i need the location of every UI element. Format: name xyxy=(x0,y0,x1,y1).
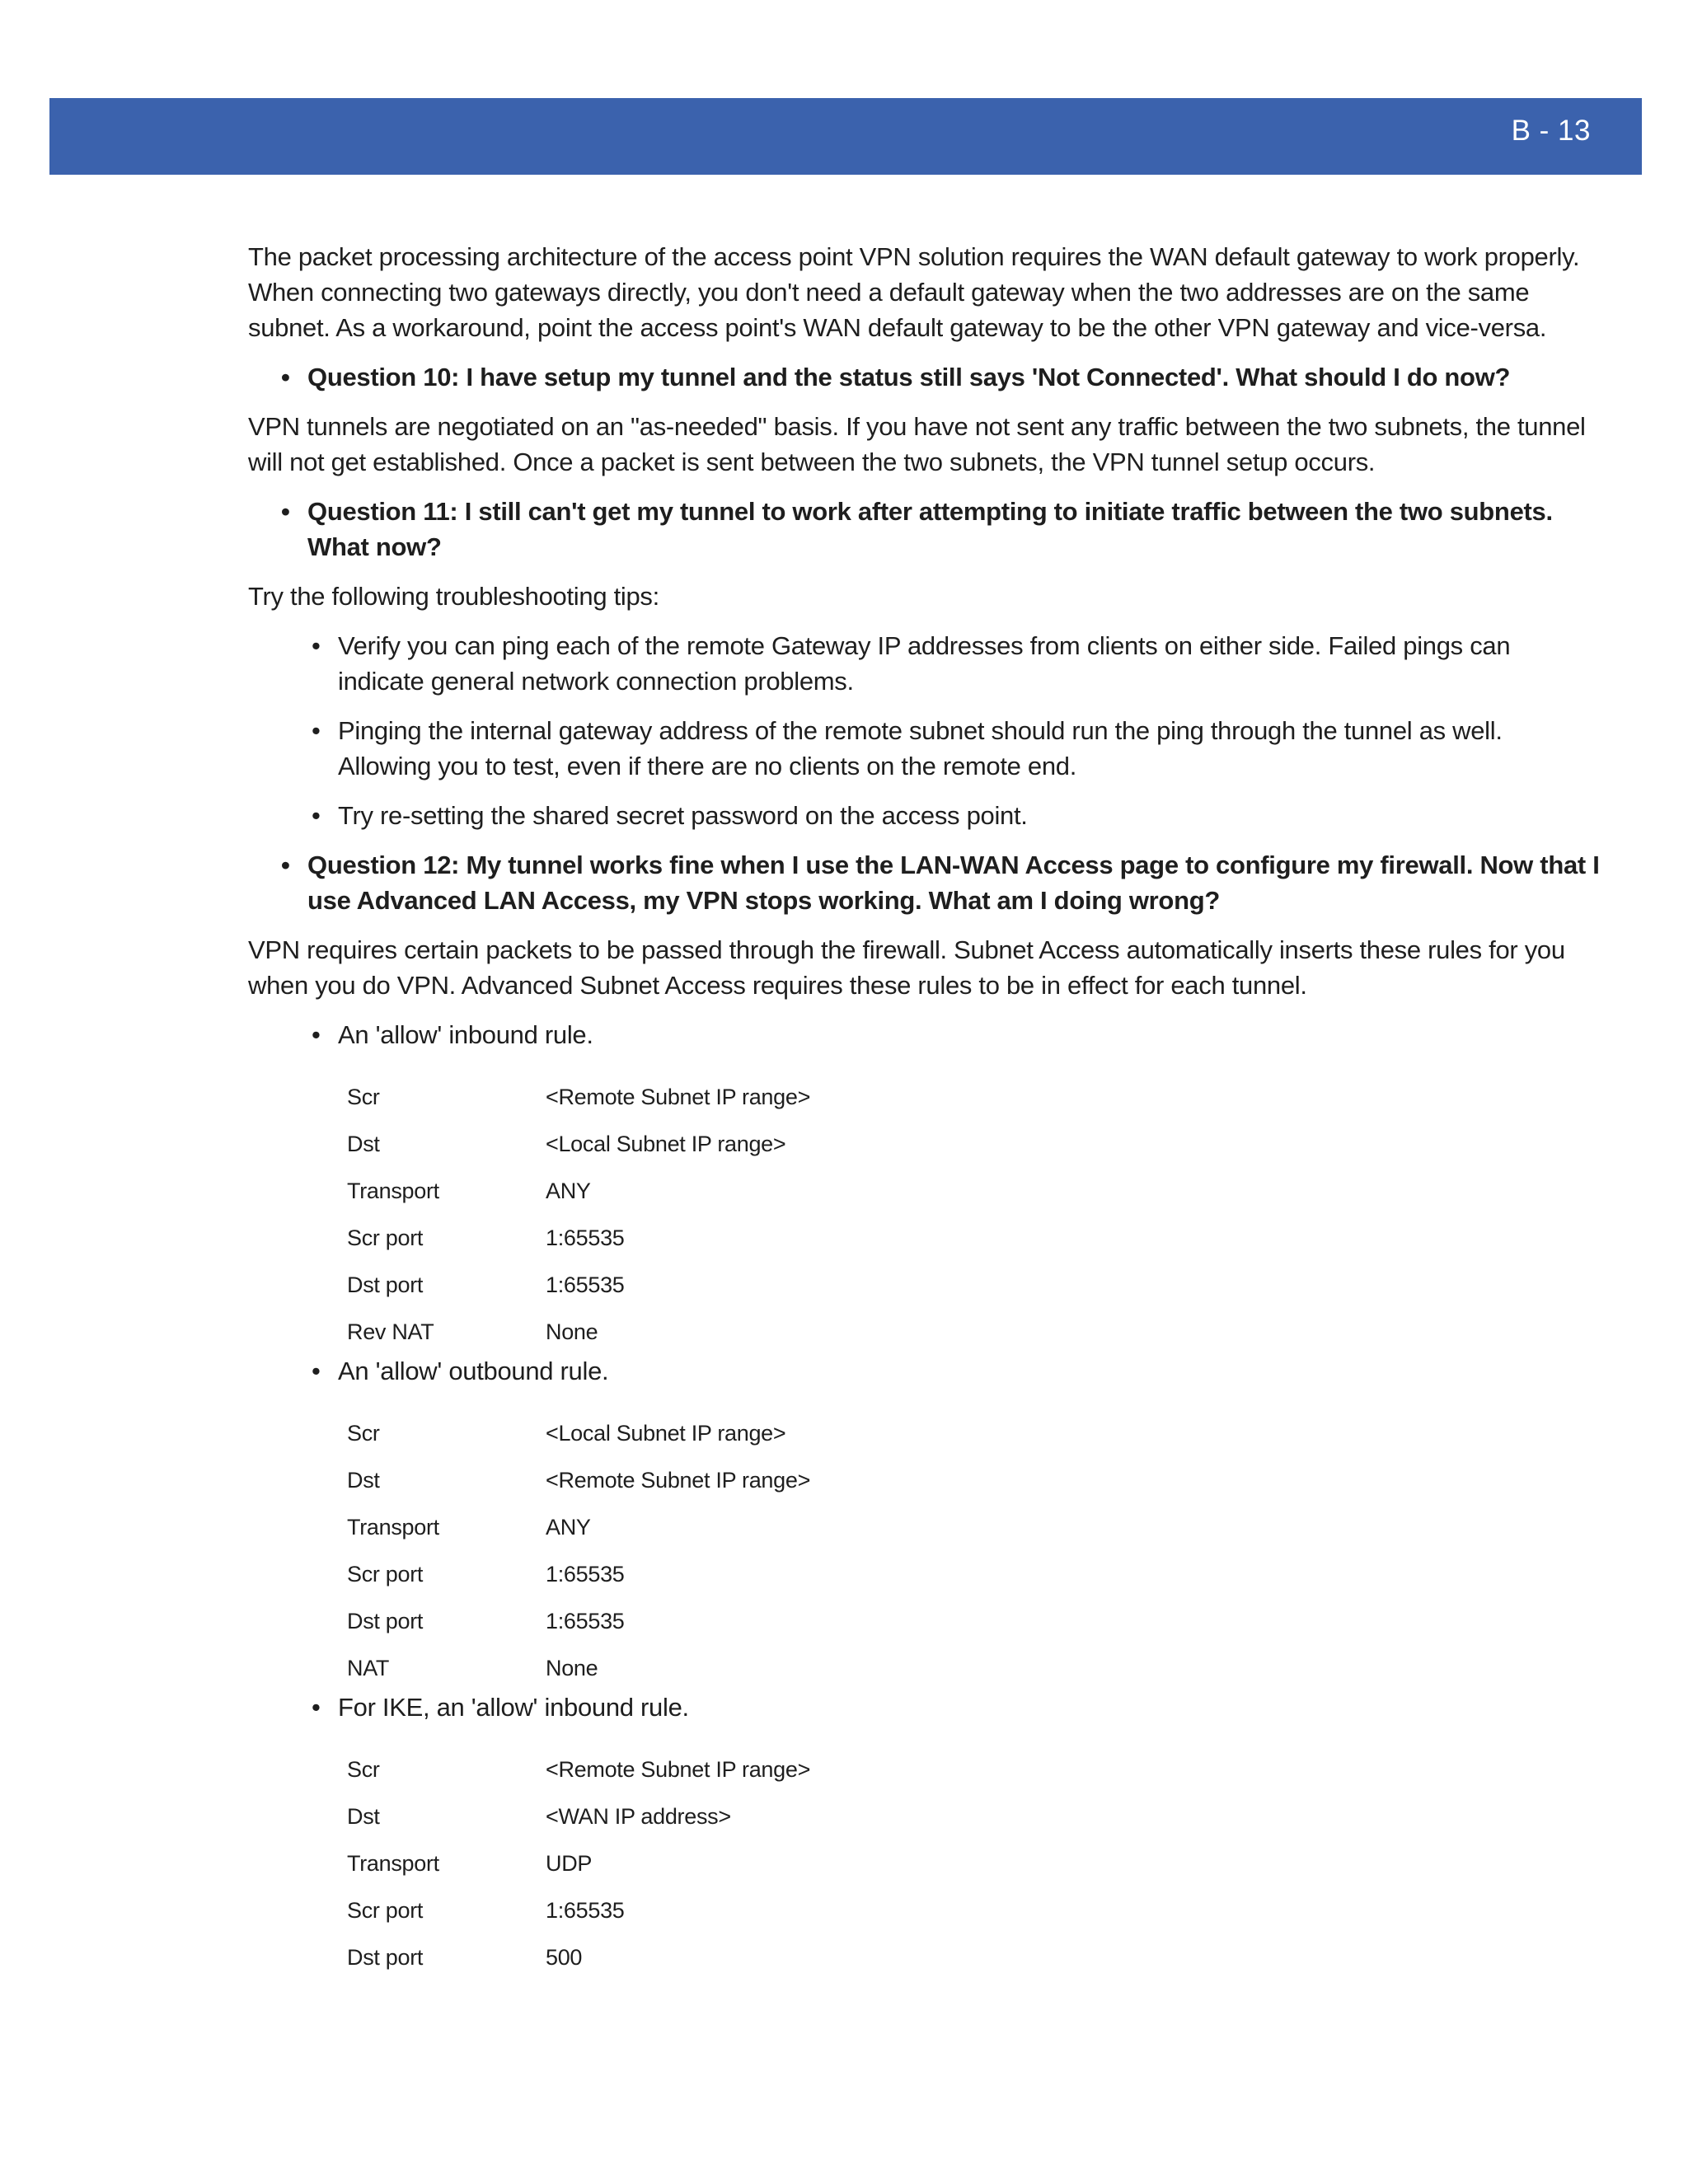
rule-key: Scr port xyxy=(347,1226,424,1250)
question-text: Question 10: I have setup my tunnel and the status still says 'Not Connected'. What should I do now? xyxy=(307,363,1511,391)
rule-row xyxy=(347,1758,1600,1805)
intro-paragraph: The packet processing architecture of the access point VPN solution requires the WAN default gateway to work properly. When connecting two gateways directly, you don't need a default gateway when the two addresses are on the same subnet. As a workaround, point the access point's WAN default gateway to be the other VPN gateway and vice-versa. xyxy=(248,242,1580,342)
rule-key: Transport xyxy=(347,1179,439,1203)
rule-key: Scr xyxy=(347,1757,380,1782)
rule-value: <Local Subnet IP range> xyxy=(546,1132,786,1156)
rule-key: Scr port xyxy=(347,1562,424,1586)
rule-row xyxy=(347,1085,1600,1132)
bullet-icon: • xyxy=(312,1693,321,1722)
rule-row xyxy=(347,1422,1600,1469)
rule-table-inbound xyxy=(347,1085,1600,1367)
answer-11: Try the following troubleshooting tips: xyxy=(248,582,659,611)
rule-row xyxy=(347,1179,1600,1226)
rule-title xyxy=(248,1690,1600,1725)
rule-value: 1:65535 xyxy=(546,1609,625,1633)
page-number: B - 13 xyxy=(1511,115,1591,147)
rule-title xyxy=(248,1353,1600,1389)
answer-12: VPN requires certain packets to be passed through the firewall. Subnet Access automatically inserts these rules for you when you do VPN. Advanced Subnet Access requires these rules to be in effect for each tunnel. xyxy=(248,935,1565,1000)
rule-key: Scr port xyxy=(347,1898,424,1923)
rule-value: 500 xyxy=(546,1945,583,1970)
rule-key: Scr xyxy=(347,1085,380,1109)
answer-10: VPN tunnels are negotiated on an "as-needed" basis. If you have not sent any traffic between the two subnets, the tunnel will not get established. Once a packet is sent between the two subnets, the VPN tunnel setup occurs. xyxy=(248,412,1586,476)
rule-row xyxy=(347,1946,1600,1993)
rule-value: 1:65535 xyxy=(546,1898,625,1923)
question-text: Question 11: I still can't get my tunnel to work after attempting to initiate traffic between the two subnets. What now? xyxy=(307,497,1553,561)
rule-row xyxy=(347,1899,1600,1946)
question-text: Question 12: My tunnel works fine when I use the LAN-WAN Access page to configure my firewall. Now that I use Advanced LAN Access, my VPN stops working. What am I doing wrong? xyxy=(307,851,1600,915)
rule-key: Dst port xyxy=(347,1609,424,1633)
rule-value: ANY xyxy=(546,1179,591,1203)
bullet-icon: • xyxy=(281,497,290,526)
rule-value: <WAN IP address> xyxy=(546,1804,731,1829)
rule-key: Dst port xyxy=(347,1272,424,1297)
rule-key: Transport xyxy=(347,1851,439,1876)
rule-value: UDP xyxy=(546,1851,593,1876)
rule-value: None xyxy=(546,1319,598,1344)
rule-table-outbound xyxy=(347,1422,1600,1704)
rule-value: ANY xyxy=(546,1515,591,1540)
rule-title xyxy=(248,1017,1600,1052)
bullet-icon: • xyxy=(312,1357,321,1385)
rule-title-text: An 'allow' outbound rule. xyxy=(338,1357,609,1385)
bullet-icon: • xyxy=(312,716,321,745)
question-12 xyxy=(248,847,1600,918)
tip-item xyxy=(248,798,1600,833)
tip-item xyxy=(248,628,1600,699)
rule-value: <Remote Subnet IP range> xyxy=(546,1757,811,1782)
rule-value: <Remote Subnet IP range> xyxy=(546,1468,811,1493)
rule-row xyxy=(347,1469,1600,1516)
tip-text: Verify you can ping each of the remote Gateway IP addresses from clients on either side. Failed pings can indicate general network connection problems. xyxy=(338,631,1511,696)
rule-value: 1:65535 xyxy=(546,1226,625,1250)
rule-value: 1:65535 xyxy=(546,1562,625,1586)
question-11 xyxy=(248,494,1600,565)
rule-row xyxy=(347,1226,1600,1273)
rule-key: NAT xyxy=(347,1656,390,1680)
bullet-icon: • xyxy=(312,801,321,830)
rule-key: Transport xyxy=(347,1515,439,1540)
rule-title-text: An 'allow' inbound rule. xyxy=(338,1020,593,1049)
rule-row xyxy=(347,1273,1600,1320)
question-10 xyxy=(248,359,1600,395)
rule-row xyxy=(347,1852,1600,1899)
rule-row xyxy=(347,1563,1600,1610)
rule-key: Dst xyxy=(347,1468,380,1493)
rule-row xyxy=(347,1516,1600,1563)
rule-key: Dst xyxy=(347,1804,380,1829)
rule-row xyxy=(347,1805,1600,1852)
rule-value: None xyxy=(546,1656,598,1680)
tip-text: Try re-setting the shared secret password on the access point. xyxy=(338,801,1028,830)
tip-item xyxy=(248,713,1600,784)
rule-key: Scr xyxy=(347,1421,380,1446)
bullet-icon: • xyxy=(312,631,321,660)
rule-key: Dst xyxy=(347,1132,380,1156)
rule-table-ike xyxy=(347,1758,1600,1993)
page-content xyxy=(248,239,1600,1993)
rule-value: <Remote Subnet IP range> xyxy=(546,1085,811,1109)
rule-row xyxy=(347,1610,1600,1657)
rule-row xyxy=(347,1132,1600,1179)
rule-title-text: For IKE, an 'allow' inbound rule. xyxy=(338,1693,689,1722)
bullet-icon: • xyxy=(312,1020,321,1049)
rule-value: <Local Subnet IP range> xyxy=(546,1421,786,1446)
rule-value: 1:65535 xyxy=(546,1272,625,1297)
bullet-icon: • xyxy=(281,851,290,879)
header-bar xyxy=(49,98,1642,175)
rule-key: Dst port xyxy=(347,1945,424,1970)
rule-key: Rev NAT xyxy=(347,1319,434,1344)
bullet-icon: • xyxy=(281,363,290,391)
tip-text: Pinging the internal gateway address of the remote subnet should run the ping through the tunnel as well. Allowing you to test, even if there are no clients on the remote end. xyxy=(338,716,1503,780)
